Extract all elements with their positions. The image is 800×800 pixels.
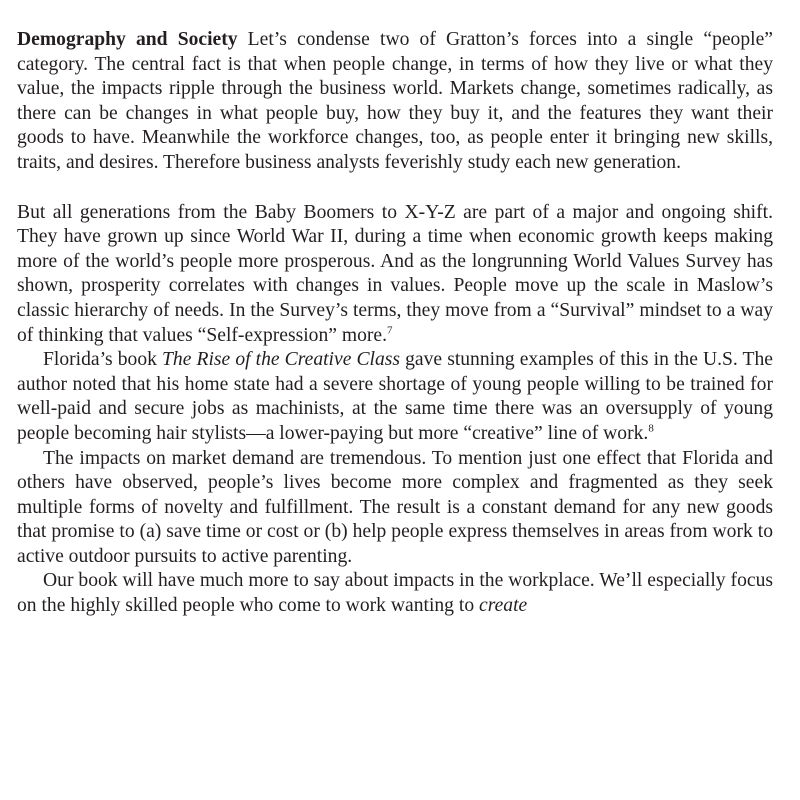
footnote-marker[interactable]: 7 (387, 324, 393, 336)
paragraph-text: But all generations from the Baby Boomers to X-Y-Z are part of a major and ongoing shift. They have grown up since World War II, during a time when economic growth keeps making more of the world’s people more prosperous. And as the longrunning World Values Survey has shown, prosperity correlates with changes in values. People move up the scale in Maslow’s classic hierarchy of needs. In the Survey’s terms, they move from a “Survival” mindset to a way of thinking that values “Self-expression” more. (17, 201, 773, 346)
book-title: The Rise of the Creative Class (162, 349, 401, 371)
paragraph-workplace (17, 569, 773, 618)
paragraph-demography (17, 28, 773, 176)
emphasis-word: create (479, 595, 528, 617)
paragraph-generations (17, 201, 773, 349)
footnote-marker[interactable]: 8 (648, 422, 654, 435)
paragraph-florida-book (17, 348, 773, 446)
paragraph-text: gave stunning examples of this in the U.S. The author noted that his home state had a severe shortage of young people willing to be trained for well-paid and secure jobs as machinists, at the same time there was an oversupply of young people becoming hair stylists—a lower-paying but more “creative” line of work. (17, 349, 774, 444)
section-run-in-heading: Demography and Society (17, 29, 238, 50)
document-page (17, 28, 773, 619)
paragraph-text: Florida’s book (43, 349, 163, 371)
paragraph-text: Let’s condense two of Gratton’s forces into a single “people” category. The central fact is that when people change, in terms of how they live or what they value, the impacts ripple through the business world. Markets change, sometimes radically, as there can be changes in what people buy, how they buy it, and the features they want their goods to have. Meanwhile the workforce changes, too, as people enter it bringing new skills, traits, and desires. Therefore business analysts feverishly study each new generation. (17, 29, 773, 173)
paragraph-spacer (17, 176, 773, 201)
paragraph-text: Our book will have much more to say about impacts in the workplace. We’ll especially focus on the highly skilled people who come to work wanting to (17, 570, 773, 617)
paragraph-text: The impacts on market demand are tremendous. To mention just one effect that Florida and others have observed, people’s lives become more complex and fragmented as they seek multiple forms of novelty and fulfillment. The result is a constant demand for any new goods that promise to (a) save time or cost or (b) help people express themselves in areas from work to active outdoor pursuits to active parenting. (17, 447, 773, 567)
paragraph-market-demand (17, 447, 773, 570)
